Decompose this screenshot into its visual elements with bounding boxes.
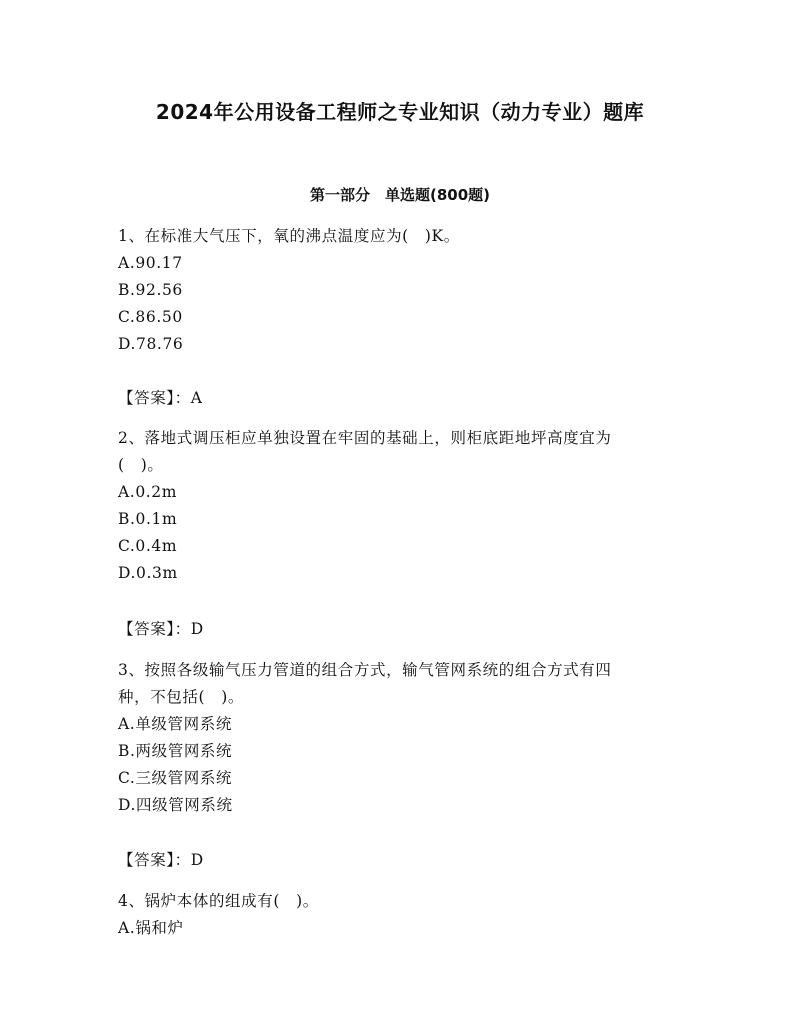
answer-line-1: [118, 385, 690, 412]
option-c: C.86.50: [118, 308, 183, 326]
answer-label: 【答案】：: [118, 851, 191, 869]
option-b: B.0.1m: [118, 510, 178, 528]
question-stem-line-2: 种，不包括( )。: [118, 688, 244, 706]
question-1: [118, 223, 690, 358]
question-stem-line-2: ( )。: [118, 456, 164, 474]
option-c: C.三级管网系统: [118, 769, 233, 787]
section-heading: 第一部分 单选题(800题): [309, 186, 491, 204]
question-stem-line-1: 2、落地式调压柜应单独设置在牢固的基础上，则柜底距地坪高度宜为: [118, 429, 612, 447]
option-a: A.0.2m: [118, 483, 178, 501]
question-2: [118, 425, 690, 587]
document-title: 2024年公用设备工程师之专业知识（动力专业）题库: [155, 100, 645, 124]
question-stem-line-1: 3、按照各级输气压力管道的组合方式，输气管网系统的组合方式有四: [118, 661, 612, 679]
option-c: C.0.4m: [118, 537, 178, 555]
answer-label: 【答案】：: [118, 620, 191, 638]
question-stem: 1、在标准大气压下，氧的沸点温度应为( )K。: [118, 227, 460, 245]
option-a: A.90.17: [118, 254, 183, 272]
answer-label: 【答案】：: [118, 389, 191, 407]
option-b: B.92.56: [118, 281, 183, 299]
answer-value: A: [190, 389, 203, 407]
answer-line-3: [118, 847, 690, 874]
question-4: [118, 888, 690, 942]
answer-value: D: [190, 851, 204, 869]
option-b: B.两级管网系统: [118, 742, 233, 760]
answer-value: D: [190, 620, 204, 638]
option-d: D.78.76: [118, 335, 184, 353]
option-d: D.四级管网系统: [118, 796, 233, 814]
answer-line-2: [118, 616, 690, 643]
question-3: [118, 657, 690, 819]
question-stem: 4、锅炉本体的组成有( )。: [118, 892, 319, 910]
option-a: A.单级管网系统: [118, 715, 232, 733]
option-a: A.锅和炉: [118, 919, 184, 937]
option-d: D.0.3m: [118, 564, 178, 582]
